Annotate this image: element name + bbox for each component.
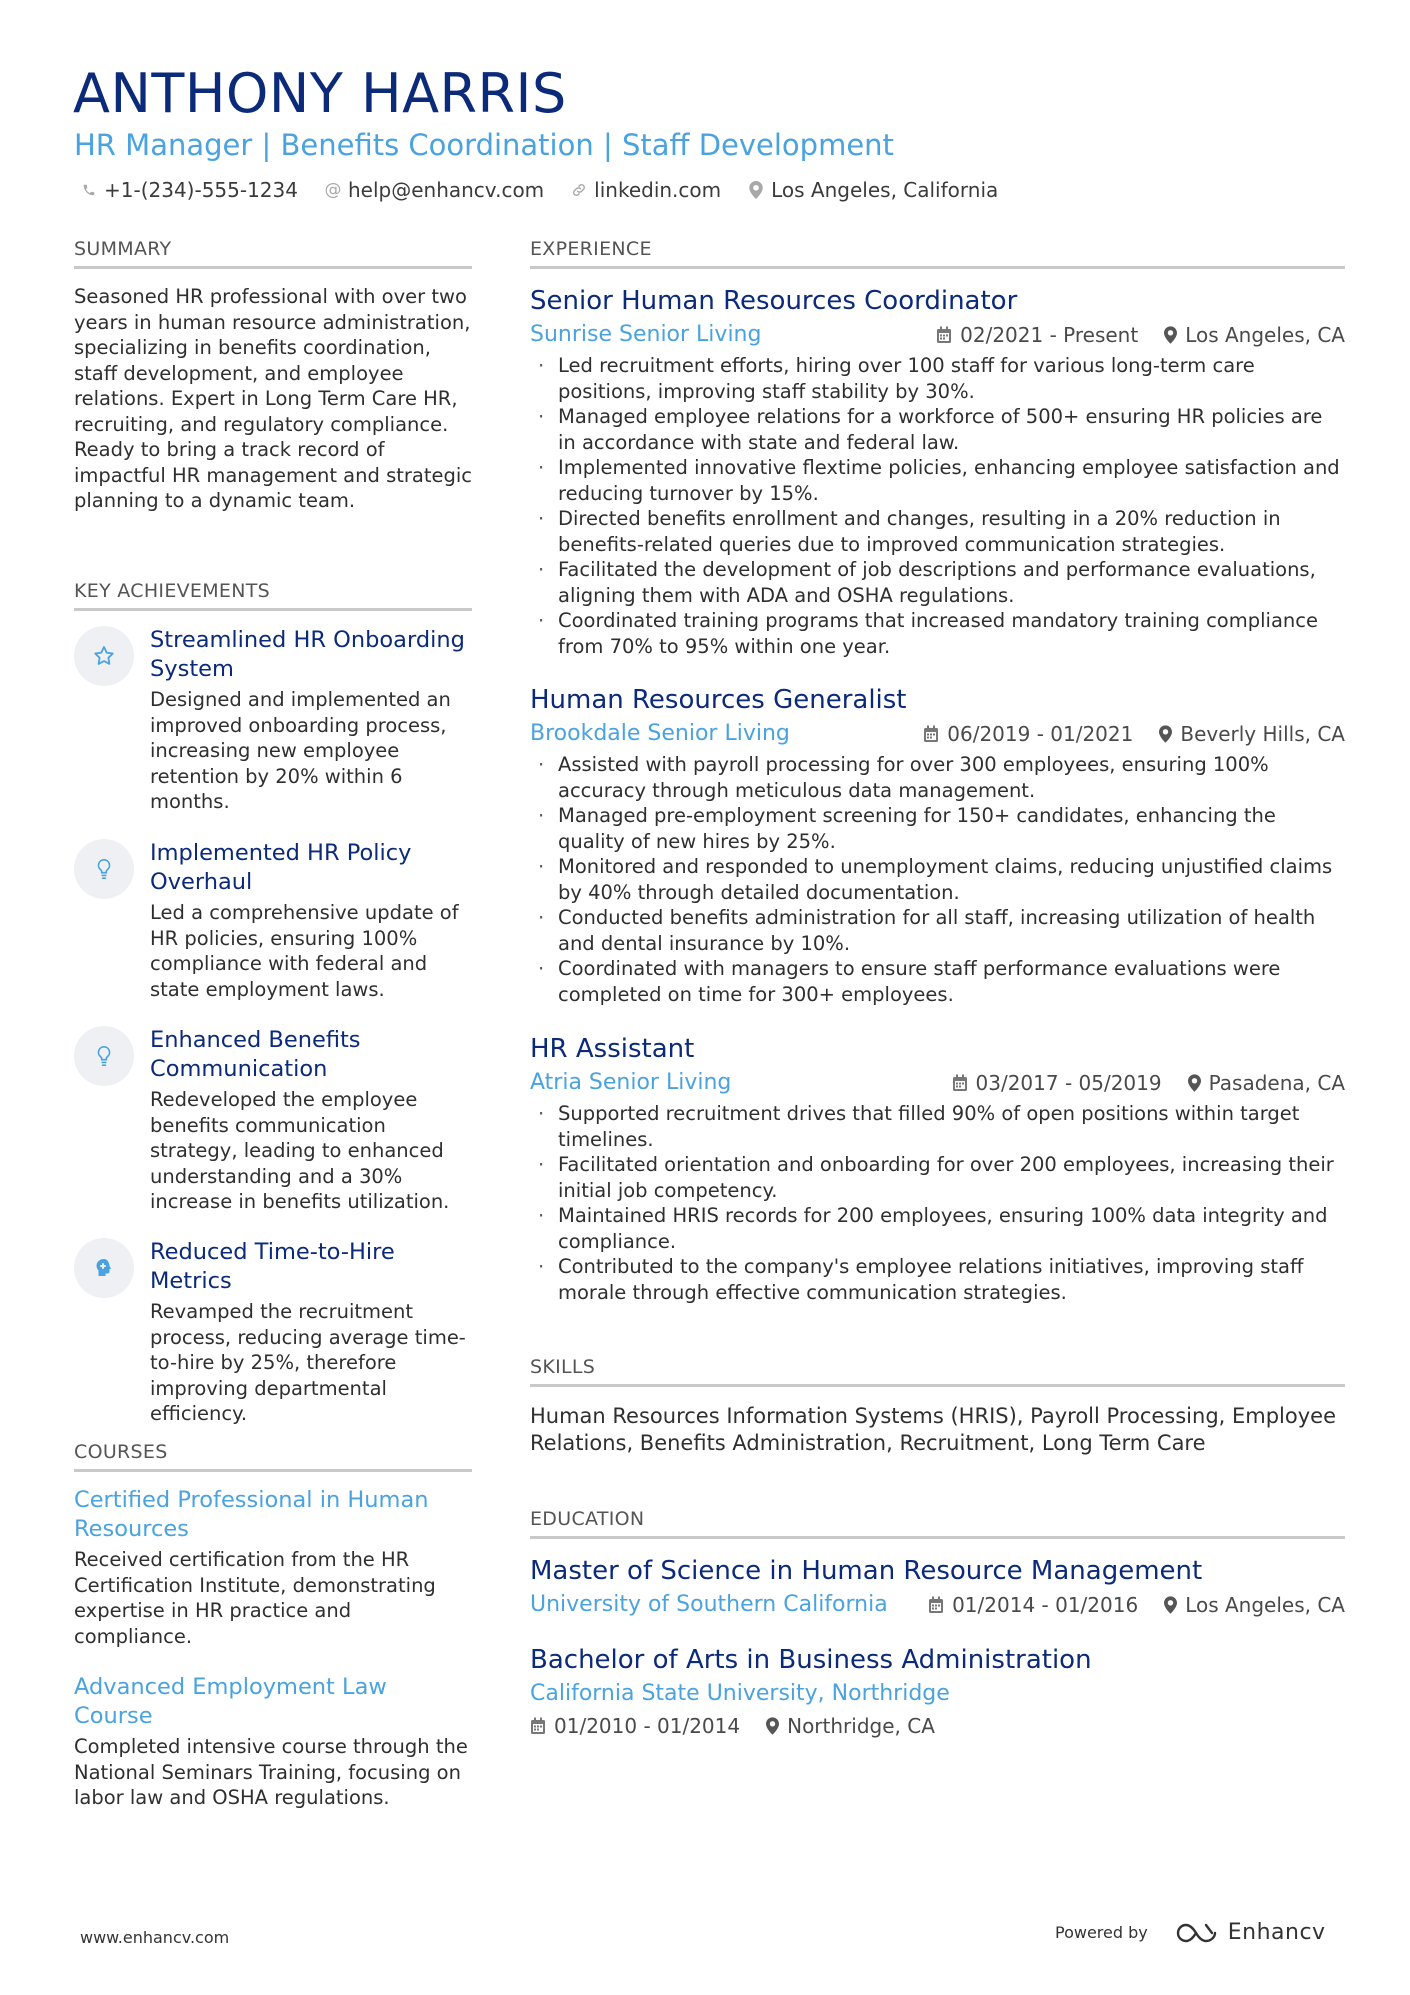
email-text: help@enhancv.com [347,178,545,202]
achievement-desc: Redeveloped the employee benefits communication strategy, leading to enhanced understanding and a 30% increase in benefits utilization. [150,1088,450,1213]
job-bullet: · Monitored and responded to unemployment claims, reducing unjustified claims by 40% through detailed documentation. [530,854,1345,905]
at-icon: @ [324,180,342,200]
job-entry [530,684,1345,1007]
map-pin-icon [766,1717,779,1735]
education-entry [530,1555,1345,1620]
job-title: Human Resources Generalist [530,685,907,715]
job-title: Senior Human Resources Coordinator [530,286,1018,316]
job-bullet: · Maintained HRIS records for 200 employees, ensuring 100% data integrity and compliance. [530,1203,1345,1254]
contact-email[interactable] [324,178,544,202]
location-text: Los Angeles, California [771,178,999,202]
courses-heading: COURSES [74,1441,472,1472]
education-location: Los Angeles, CA [1185,1593,1345,1617]
brand-name: Enhancv [1227,1920,1326,1945]
school-name: University of Southern California [530,1592,888,1617]
course-desc: Received certification from the HR Certification Institute, demonstrating expertise in HR practice and compliance. [74,1548,436,1648]
job-location: Pasadena, CA [1208,1071,1345,1095]
footer-site-link[interactable]: www.enhancv.com [80,1928,230,1947]
company-name: Sunrise Senior Living [530,322,762,347]
summary-heading: SUMMARY [74,238,472,269]
candidate-name: ANTHONY HARRIS [73,62,567,125]
calendar-icon [952,1074,968,1092]
footer-branding[interactable] [1055,1920,1326,1945]
job-bullets [530,752,1345,1007]
achievement-title: Streamlined HR Onboarding System [150,627,465,682]
skills-text: Human Resources Information Systems (HRIS), Payroll Processing, Employee Relations, Benefits Administration, Recruitment, Long Term Care [530,1404,1337,1455]
education-location: Northridge, CA [787,1714,935,1738]
link-icon [570,180,588,200]
course-title: Certified Professional in Human Resources [74,1487,429,1542]
job-bullet: · Coordinated training programs that increased mandatory training compliance from 70% to 95% within one year. [530,608,1345,659]
contact-bar [80,178,1024,202]
phone-icon [80,180,98,200]
experience-heading: EXPERIENCE [530,238,1345,269]
job-bullet: · Directed benefits enrollment and changes, resulting in a 20% reduction in benefits-related queries due to improved communication strategies. [530,506,1345,557]
map-pin-icon [1159,725,1172,743]
course-item [74,1486,472,1649]
achievement-desc: Led a comprehensive update of HR policies, ensuring 100% compliance with federal and state employment laws. [150,901,459,1001]
map-pin-icon [1164,326,1177,344]
job-bullet: · Facilitated orientation and onboarding for over 200 employees, increasing their initial job competency. [530,1152,1345,1203]
job-title: HR Assistant [530,1034,695,1064]
job-entry [530,1033,1345,1305]
summary-text: Seasoned HR professional with over two years in human resource administration, specializing in benefits coordination, staff development, and employee relations. Expert in Long Term Care HR, recruiting, and regulatory compliance. Ready to bring a track record of impactful HR management and strategic planning to a dynamic team. [74,285,472,512]
lightbulb-icon [74,1026,134,1086]
job-bullet: · Facilitated the development of job descriptions and performance evaluations, aligning them with ADA and OSHA regulations. [530,557,1345,608]
lightbulb-icon [74,839,134,899]
course-desc: Completed intensive course through the National Seminars Training, focusing on labor law and OSHA regulations. [74,1735,468,1809]
job-entry [530,285,1345,659]
calendar-icon [530,1717,546,1735]
contact-phone[interactable] [80,178,298,202]
course-item [74,1673,472,1811]
achievement-title: Enhanced Benefits Communication [150,1027,361,1082]
job-bullet: · Conducted benefits administration for all staff, increasing utilization of health and dental insurance by 10%. [530,905,1345,956]
achievement-title: Reduced Time-to-Hire Metrics [150,1239,395,1294]
contact-linkedin[interactable] [570,178,721,202]
enhancv-logo-icon [1174,1921,1220,1945]
school-name: California State University, Northridge [530,1681,950,1706]
job-bullet: · Assisted with payroll processing for over 300 employees, ensuring 100% accuracy through meticulous data management. [530,752,1345,803]
achievements-heading: KEY ACHIEVEMENTS [74,580,472,611]
linkedin-text: linkedin.com [594,178,722,202]
job-bullet: · Managed pre-employment screening for 150+ candidates, enhancing the quality of new hires by 25%. [530,803,1345,854]
education-heading: EDUCATION [530,1508,1345,1539]
job-location: Beverly Hills, CA [1180,722,1345,746]
job-dates: 02/2021 - Present [960,323,1139,347]
job-bullet: · Supported recruitment drives that filled 90% of open positions within target timelines. [530,1101,1345,1152]
candidate-headline: HR Manager | Benefits Coordination | Staff Development [74,128,894,162]
calendar-icon [923,725,939,743]
job-location: Los Angeles, CA [1185,323,1345,347]
job-bullet: · Implemented innovative flextime policies, enhancing employee satisfaction and reducing turnover by 15%. [530,455,1345,506]
map-pin-icon [747,180,765,200]
achievement-desc: Designed and implemented an improved onboarding process, increasing new employee retention by 20% within 6 months. [150,688,451,813]
map-pin-icon [1188,1074,1201,1092]
education-dates: 01/2010 - 01/2014 [554,1714,741,1738]
star-icon [74,626,134,686]
degree-title: Master of Science in Human Resource Management [530,1556,1203,1586]
job-dates: 03/2017 - 05/2019 [975,1071,1162,1095]
phone-text: +1-(234)-555-1234 [104,178,298,202]
contact-location [747,178,998,202]
skills-heading: SKILLS [530,1356,1345,1387]
brain-icon [74,1238,134,1298]
company-name: Brookdale Senior Living [530,721,790,746]
job-dates: 06/2019 - 01/2021 [947,722,1134,746]
job-bullets [530,353,1345,659]
calendar-icon [928,1596,944,1614]
job-bullets [530,1101,1345,1305]
job-bullet: · Coordinated with managers to ensure staff performance evaluations were completed on time for 300+ employees. [530,956,1345,1007]
education-dates: 01/2014 - 01/2016 [952,1593,1139,1617]
degree-title: Bachelor of Arts in Business Administration [530,1645,1092,1675]
achievement-title: Implemented HR Policy Overhaul [150,840,412,895]
course-title: Advanced Employment Law Course [74,1674,387,1729]
job-bullet: · Led recruitment efforts, hiring over 100 staff for various long-term care positions, improving staff stability by 30%. [530,353,1345,404]
map-pin-icon [1164,1596,1177,1614]
powered-by-label: Powered by [1055,1923,1148,1942]
job-bullet: · Contributed to the company's employee relations initiatives, improving staff morale through effective communication strategies. [530,1254,1345,1305]
achievement-desc: Revamped the recruitment process, reducing average time-to-hire by 25%, therefore improving departmental efficiency. [150,1300,466,1425]
company-name: Atria Senior Living [530,1070,732,1095]
education-entry [530,1644,1345,1741]
calendar-icon [936,326,952,344]
job-bullet: · Managed employee relations for a workforce of 500+ ensuring HR policies are in accordance with state and federal law. [530,404,1345,455]
